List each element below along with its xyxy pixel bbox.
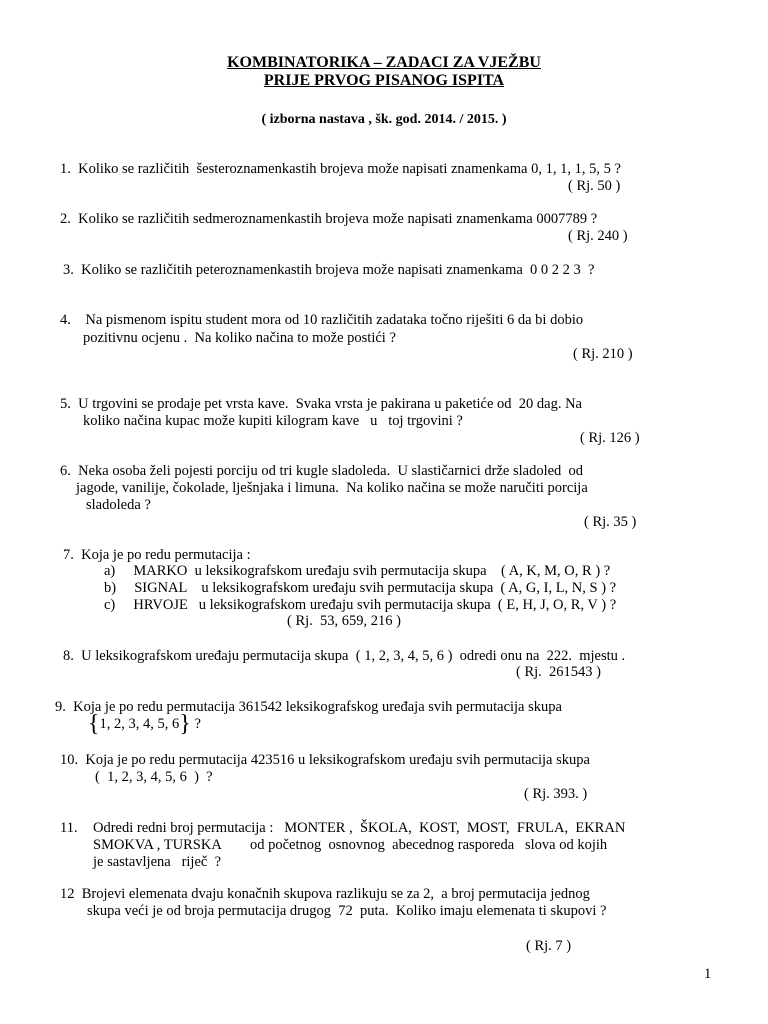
question-7-answer: ( Rj. 53, 659, 216 ) (287, 613, 401, 629)
question-8-text: 8. U leksikografskom uređaju permutacija skupa ( 1, 2, 3, 4, 5, 6 ) odredi onu na 222. mjestu . (63, 648, 626, 664)
question-4-line-2: pozitivnu ocjenu . Na koliko načina to može postići ? (83, 330, 396, 346)
question-7-item-b: b) SIGNAL u leksikografskom uređaju svih permutacija skupa ( A, G, I, L, N, S ) ? (104, 580, 617, 596)
document-subtitle: ( izborna nastava , šk. god. 2014. / 2015. ) (261, 112, 507, 127)
question-7-item-c: c) HRVOJE u leksikografskom uređaju svih permutacija skupa ( E, H, J, O, R, V ) ? (104, 597, 617, 613)
question-1-answer: ( Rj. 50 ) (568, 178, 621, 194)
question-9-set: 1, 2, 3, 4, 5, 6 (99, 716, 180, 732)
question-11-line-2: SMOKVA , TURSKA od početnog osnovnog abecednog rasporeda slova od kojih (93, 837, 608, 853)
question-6-line-1: 6. Neka osoba želi pojesti porciju od tri kugle sladoleda. U slastičarnici drže sladoled od (60, 463, 584, 479)
question-12-line-1: 12 Brojevi elemenata dvaju konačnih skupova razlikuju se za 2, a broj permutacija jednog (60, 886, 590, 902)
question-9-tail: ? (190, 716, 201, 732)
page-number: 1 (704, 966, 712, 982)
question-7-text: 7. Koja je po redu permutacija : (63, 547, 251, 563)
question-9-line-1: 9. Koja je po redu permutacija 361542 leksikografskog uređaja svih permutacija skupa (55, 699, 562, 715)
question-3-text: 3. Koliko se različitih peteroznamenkastih brojeva može napisati znamenkama 0 0 2 2 3 ? (63, 262, 595, 278)
question-6-line-2: jagode, vanilije, čokolade, lješnjaka i limuna. Na koliko načina se može naručiti porcija (76, 480, 588, 496)
question-6-answer: ( Rj. 35 ) (584, 514, 637, 530)
question-11-line-3: je sastavljena riječ ? (93, 854, 222, 870)
document-title-line-2: PRIJE PRVOG PISANOG ISPITA (263, 72, 505, 89)
question-5-answer: ( Rj. 126 ) (580, 430, 640, 446)
question-11-line-1: Odredi redni broj permutacija : MONTER , ŠKOLA, KOST, MOST, FRULA, EKRAN (93, 820, 626, 836)
question-5-line-2: koliko načina kupac može kupiti kilogram kave u toj trgovini ? (83, 413, 463, 429)
question-10-line-2: ( 1, 2, 3, 4, 5, 6 ) ? (95, 769, 213, 785)
question-5-line-1: 5. U trgovini se prodaje pet vrsta kave. Svaka vrsta je pakirana u paketiće od 20 dag. Na (60, 396, 582, 412)
question-2-text: 2. Koliko se različitih sedmeroznamenkastih brojeva može napisati znamenkama 0007789 ? (60, 211, 598, 227)
question-1-text: 1. Koliko se različitih šesteroznamenkastih brojeva može napisati znamenkama 0, 1, 1, 1, 5, 5 ? (60, 161, 621, 177)
question-6-line-3: sladoleda ? (86, 497, 151, 513)
question-10-line-1: 10. Koja je po redu permutacija 423516 u leksikografskom uređaju svih permutacija skupa (60, 752, 590, 768)
question-8-answer: ( Rj. 261543 ) (516, 664, 601, 680)
set-brace-close: } (179, 711, 191, 737)
question-7-item-a: a) MARKO u leksikografskom uređaju svih permutacija skupa ( A, K, M, O, R ) ? (104, 563, 611, 579)
question-2-answer: ( Rj. 240 ) (568, 228, 628, 244)
question-10-answer: ( Rj. 393. ) (524, 786, 588, 802)
question-4-line-1: 4. Na pismenom ispitu student mora od 10 različitih zadataka točno riješiti 6 da bi dobio (60, 312, 584, 328)
document-title-line-1: KOMBINATORIKA – ZADACI ZA VJEŽBU (227, 54, 541, 71)
question-12-answer: ( Rj. 7 ) (526, 938, 572, 954)
question-12-line-2: skupa veći je od broja permutacija drugog 72 puta. Koliko imaju elemenata ti skupovi ? (87, 903, 607, 919)
question-11-number: 11. (60, 820, 78, 836)
set-brace-open: { (88, 711, 100, 737)
question-4-answer: ( Rj. 210 ) (573, 346, 633, 362)
question-9-line-2 (88, 711, 201, 737)
